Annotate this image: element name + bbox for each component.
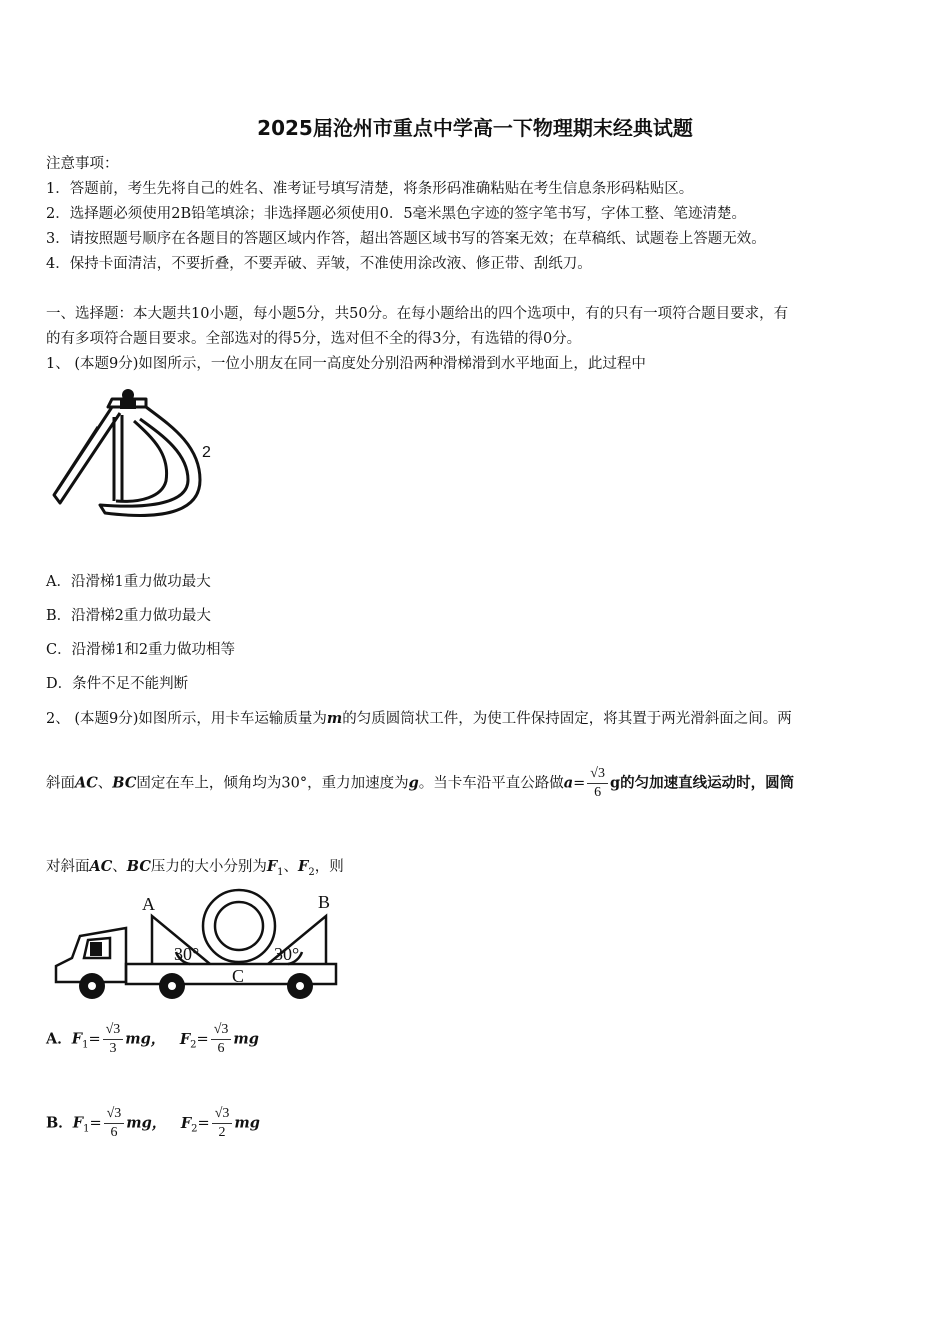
notice-heading: 注意事项： (46, 156, 119, 172)
notice-item: 1．答题前，考生先将自己的姓名、准考证号填写清楚，将条形码准确粘贴在考生信息条形码粘贴区。 (46, 181, 694, 197)
page-title: 2025届沧州市重点中学高一下物理期末经典试题 (257, 116, 693, 140)
option-b: B．沿滑梯2重力做功最大 (46, 608, 211, 624)
question-2-line3: 对斜面AC、BC压力的大小分别为$F_1$、$F_2$，则 (46, 858, 344, 878)
truck-figure (50, 888, 345, 1006)
slide-figure-label: 2 (202, 444, 211, 461)
option-a: A．沿滑梯1重力做功最大 (46, 574, 211, 590)
fraction: $\frac{√3}{2}$ (212, 1106, 233, 1141)
angle-left-label: 30° (174, 944, 200, 964)
question-1-stem: 1、 (本题9分)如图所示，一位小朋友在同一高度处分别沿两种滑梯滑到水平地面上，此过程中 (46, 356, 646, 372)
question-2-line2: 斜面AC、BC固定在车上，倾角均为30°，重力加速度为g。当卡车沿平直公路做a= $\frac{√3}{6}$ g的匀加速直线运动时，圆筒 (46, 766, 795, 800)
notice-item: 4．保持卡面清洁，不要折叠，不要弄破、弄皱，不准使用涂改液、修正带、刮纸刀。 (46, 256, 592, 272)
fraction: $\frac{√3}{6}$ (211, 1022, 232, 1057)
label-c: C (232, 966, 245, 986)
fraction: $\frac{√3}{6}$ (587, 766, 608, 801)
option-d: D．条件不足不能判断 (46, 676, 189, 692)
angle-right-label: 30° (274, 944, 300, 964)
section-instructions-line2: 的有多项符合题目要求。全部选对的得5分，选对但不全的得3分，有选错的得0分。 (46, 331, 582, 347)
slide-figure (50, 385, 225, 530)
notice-item: 3．请按照题号顺序在各题目的答题区域内作答，超出答题区域书写的答案无效；在草稿纸、试题卷上答题无效。 (46, 231, 766, 247)
option-2b: B．$F_1=$ $\frac{√3}{6}$ mg， $F_2=$ $\frac{√3}{2}$ mg (46, 1106, 260, 1140)
label-b: B (318, 892, 331, 912)
option-2a: A．$F_1=$ $\frac{√3}{3}$ mg， $F_2=$ $\frac{√3}{6}$ mg (46, 1022, 259, 1056)
label-a: A (142, 894, 155, 914)
fraction: $\frac{√3}{6}$ (104, 1106, 125, 1141)
option-c: C．沿滑梯1和2重力做功相等 (46, 642, 236, 658)
section-instructions-line1: 一、选择题：本大题共10小题，每小题5分，共50分。在每小题给出的四个选项中，有的只有一项符合题目要求，有 (46, 306, 789, 322)
question-2-line1: 2、 (本题9分)如图所示，用卡车运输质量为m的匀质圆筒状工件，为使工件保持固定，将其置于两光滑斜面之间。两 (46, 710, 792, 727)
notice-item: 2．选择题必须使用2B铅笔填涂；非选择题必须使用0．5毫米黑色字迹的签字笔书写，字体工整、笔迹清楚。 (46, 206, 747, 222)
fraction: $\frac{√3}{3}$ (103, 1022, 124, 1057)
